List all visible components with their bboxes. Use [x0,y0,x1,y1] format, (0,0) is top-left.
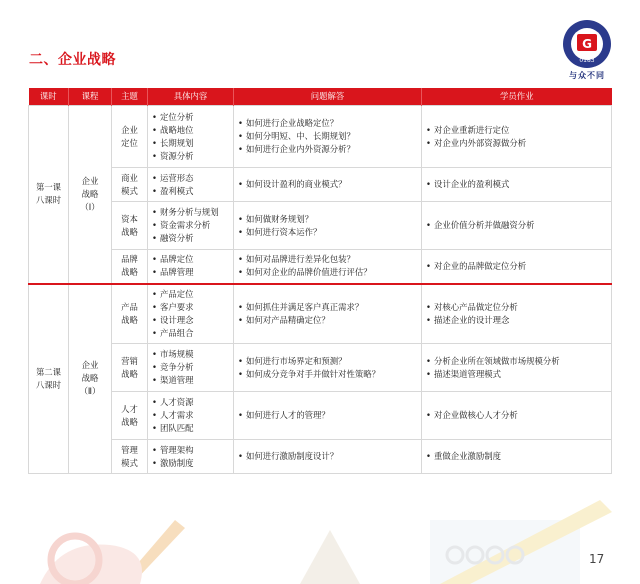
list-item: • 设计企业的盈利模式 [426,178,607,191]
list-item: • 资源分析 [152,150,229,163]
page-number: 17 [589,552,605,566]
table-row [29,106,612,168]
logo-number: 0183 [579,57,595,64]
list-item: • 团队匹配 [152,422,229,435]
homework-cell [422,106,612,168]
topic-line: 管理 [121,444,138,455]
topic-line: 产品 [121,301,138,312]
list-item: • 定位分析 [152,111,229,124]
list-item: • 对企业做核心人才分析 [426,409,607,422]
list-item: • 财务分析与规划 [152,206,229,219]
questions-cell [234,284,422,344]
list-item: • 描述企业的设计理念 [426,314,607,327]
topic-line: 战略 [121,368,138,379]
table-row [29,202,612,250]
questions-cell [234,440,422,474]
questions-cell [234,168,422,202]
list-item: • 如何分明短、中、长期规划？ [238,130,417,143]
topic-line: 人才 [121,403,138,414]
session-hours: 八课时 [35,379,62,390]
homework-cell [422,284,612,344]
list-item: • 人才需求 [152,409,229,422]
header-questions: 问题解答 [234,88,422,106]
course-line: （Ⅰ） [80,201,100,212]
header-session: 课时 [29,88,69,106]
list-item: • 如何进行市场界定和预测？ [238,355,417,368]
svg-text:G: G [582,37,592,51]
list-item: • 融资分析 [152,232,229,245]
header-course: 课程 [69,88,112,106]
topic-line: 战略 [121,226,138,237]
topic-line: 模式 [121,457,138,468]
content-cell [148,392,234,440]
questions-cell [234,250,422,284]
content-cell [148,344,234,392]
topic-cell [112,106,148,168]
list-item: • 战略地位 [152,124,229,137]
table-header-row [29,88,612,106]
topic-line: 品牌 [121,254,138,265]
list-item: • 长期规划 [152,137,229,150]
questions-cell [234,344,422,392]
section-title: 二、企业战略 [29,52,116,68]
homework-cell [422,392,612,440]
list-item: • 如何对品牌进行差异化包装？ [238,253,417,266]
topic-line: 资本 [121,213,138,224]
table-row [29,284,612,344]
list-item: • 渠道管理 [152,374,229,387]
topic-cell [112,284,148,344]
topic-cell [112,168,148,202]
list-item: • 如何进行激励制度设计？ [238,450,417,463]
course-cell [69,106,112,284]
topic-line: 模式 [121,185,138,196]
homework-cell [422,250,612,284]
table-row [29,250,612,284]
list-item: • 竞争分析 [152,361,229,374]
topic-line: 战略 [121,314,138,325]
topic-line: 营销 [121,355,138,366]
content-cell [148,440,234,474]
list-item: • 如何进行人才的管理？ [238,409,417,422]
topic-cell [112,250,148,284]
list-item: • 如何成分竞争对手并做针对性策略？ [238,368,417,381]
list-item: • 运营形态 [152,172,229,185]
topic-line: 商业 [121,172,138,183]
header-content: 具体内容 [148,88,234,106]
content-cell [148,106,234,168]
list-item: • 如何设计盈利的商业模式？ [238,178,417,191]
topic-line: 定位 [121,137,138,148]
content-cell [148,202,234,250]
list-item: • 盈利模式 [152,185,229,198]
logo [556,18,618,86]
table-row [29,392,612,440]
list-item: • 资金需求分析 [152,219,229,232]
session-hours: 八课时 [35,195,62,206]
list-item: • 品牌定位 [152,253,229,266]
list-item: • 如何抓住并满足客户真正需求？ [238,301,417,314]
list-item: • 如何对企业的品牌价值进行评估？ [238,266,417,279]
topic-line: 战略 [121,416,138,427]
list-item: • 人才资源 [152,396,229,409]
header-homework: 学员作业 [422,88,612,106]
list-item: • 管理架构 [152,444,229,457]
homework-cell [422,202,612,250]
list-item: • 重做企业激励制度 [426,450,607,463]
homework-cell [422,168,612,202]
logo-tagline: 与众不同 [569,71,605,80]
list-item: • 对核心产品做定位分析 [426,301,607,314]
list-item: • 企业价值分析并做融资分析 [426,219,607,232]
header-topic: 主题 [112,88,148,106]
session-label: 第一课 [35,182,62,193]
homework-cell [422,440,612,474]
list-item: • 产品定位 [152,288,229,301]
list-item: • 如何进行企业内外资源分析？ [238,143,417,156]
topic-line: 战略 [121,267,138,278]
questions-cell [234,392,422,440]
list-item: • 市场规模 [152,348,229,361]
table-row [29,344,612,392]
content-cell [148,284,234,344]
session-cell [29,284,69,474]
table-row [29,440,612,474]
list-item: • 对企业内外部资源做分析 [426,137,607,150]
topic-cell [112,392,148,440]
list-item: • 对企业的品牌做定位分析 [426,260,607,273]
list-item: • 如何进行资本运作？ [238,226,417,239]
topic-cell [112,344,148,392]
course-line: 战略 [81,373,99,384]
topic-cell [112,202,148,250]
content-cell [148,168,234,202]
list-item: • 产品组合 [152,327,229,340]
course-line: 战略 [81,188,99,199]
session-label: 第二课 [35,366,62,377]
table-row [29,168,612,202]
list-item: • 如何对产品精确定位？ [238,314,417,327]
course-cell [69,284,112,474]
list-item: • 客户要求 [152,301,229,314]
content-cell [148,250,234,284]
session-cell [29,106,69,284]
logo-emblem-icon [556,18,618,70]
list-item: • 设计理念 [152,314,229,327]
questions-cell [234,202,422,250]
course-plan-table [28,88,612,474]
topic-cell [112,440,148,474]
list-item: • 如何做财务规划？ [238,213,417,226]
list-item: • 描述渠道管理模式 [426,368,607,381]
course-line: 企业 [81,360,99,371]
homework-cell [422,344,612,392]
list-item: • 品牌管理 [152,266,229,279]
list-item: • 激励制度 [152,457,229,470]
topic-line: 企业 [121,124,138,135]
course-line: 企业 [81,175,99,186]
list-item: • 对企业重新进行定位 [426,124,607,137]
list-item: • 分析企业所在领域做市场规模分析 [426,355,607,368]
questions-cell [234,106,422,168]
list-item: • 如何进行企业战略定位？ [238,117,417,130]
course-line: （Ⅱ） [79,386,101,397]
